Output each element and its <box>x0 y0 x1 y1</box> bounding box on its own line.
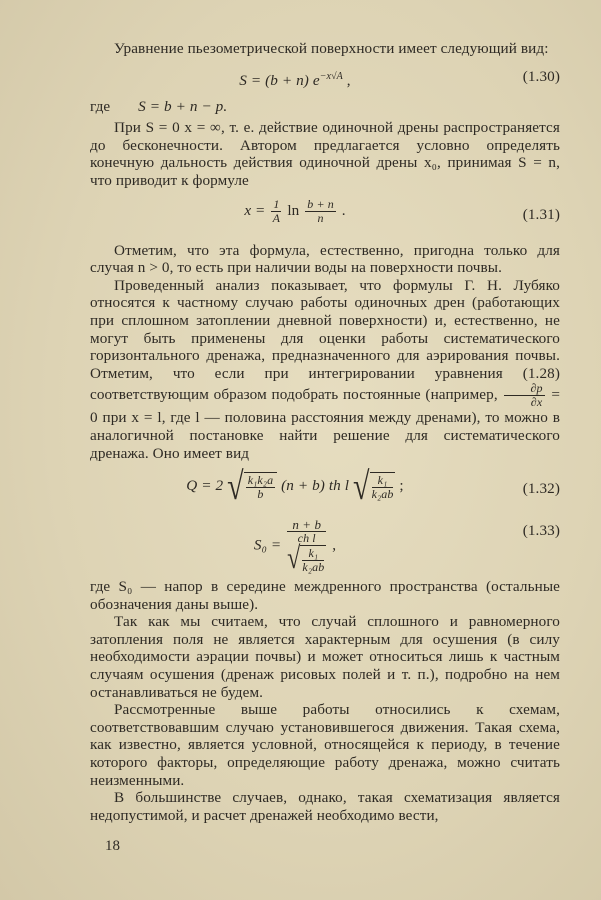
paragraph-s0-def: где S₀ — напор в середине междренного пространства (остальные обозначения даны выше). <box>90 578 560 613</box>
equation-1-30 <box>90 64 560 94</box>
eq133-r-den: k₂ab <box>302 560 325 575</box>
equation-1-33 <box>90 516 560 576</box>
eq131-number: (1.31) <box>522 205 560 223</box>
page-number: 18 <box>105 838 120 854</box>
eq132-root-2 <box>352 464 395 508</box>
derivative-fraction <box>504 382 544 409</box>
eq133-root <box>287 542 326 576</box>
eq132-r2-num: k₁ <box>372 474 394 488</box>
analysis-text-b: = 0 при x = l, где l — половина расстояния между дренами), то можно в аналогичной постановке найти решение для систематического дренажа. Оно имеет вид <box>90 386 560 462</box>
eq132-r2-den: k₂ab <box>371 487 394 502</box>
eq131-f2-num: b + n <box>307 196 334 211</box>
sqrt-sign: √ <box>227 464 244 508</box>
eq133-lhs: S₀ = <box>253 536 282 554</box>
eq133-r-num: k₁ <box>302 547 324 561</box>
eq132-mid: (n + b) th l <box>281 477 350 495</box>
paragraph-steady-flow: Рассмотренные выше работы относились к схемам, соответствовавшим случаю установившегося движения. Такая схема, как известно, является условной, относящейся к периоду, в течение которого факторы, определяющие работу дренажа, можно считать неизменными. <box>90 701 560 789</box>
eq132-end: ; <box>399 477 404 495</box>
eq133-numerator: n + b <box>287 518 326 532</box>
eq132-lhs: Q = 2 <box>186 477 224 495</box>
eq130-exponent: −x√A <box>319 70 343 82</box>
eq133-end: , <box>332 536 337 554</box>
where-line <box>90 98 560 116</box>
where-expr: S = b + n − p. <box>138 97 228 115</box>
eq131-ln: ln <box>287 201 300 219</box>
paragraph-note: Отметим, что эта формула, естественно, пригодна только для случая n > 0, то есть при наличии воды на поверхности почвы. <box>90 241 560 277</box>
eq130-lhs: S = (b + n) e <box>239 71 320 89</box>
eq132-r1-num: k₁k₂a <box>247 473 274 488</box>
eq131-fraction-2 <box>305 198 336 225</box>
eq130-end: , <box>346 71 351 89</box>
derivative-num: ∂p <box>504 382 544 396</box>
paragraph-intro: Уравнение пьезометрической поверхности имеет следующий вид: <box>114 40 549 57</box>
analysis-text-a: Проведенный анализ показывает, что формулы Г. Н. Лубяко относятся к частному случаю работы одиночных дрен (работающих при сплошном затоплении дневной поверхности) и, естественно, не могут быть применены для оценки работы систематического горизонтального дренажа, предназначенного для аэрирования почвы. Отметим, что если при интегрировании уравнения (1.28) соответствующим образом подобрать постоянные (например, <box>90 276 560 404</box>
eq132-root-1 <box>227 464 277 508</box>
eq133-fraction <box>287 518 326 574</box>
eq131-end: . <box>341 201 346 219</box>
paragraph-continued: В большинстве случаев, однако, такая схематизация является недопустимой, и расчет дренажей необходимо вести, <box>90 789 560 824</box>
derivative-den: ∂x <box>530 395 543 410</box>
paragraph-flooding: Так как мы считаем, что случай сплошного и равномерного затопления поля не является характерным для осушения (в силу необходимости аэрации почвы) и может относиться лишь к частным случаям осушения (дренаж рисовых полей и т. п.), подробно на нем останавливаться не будем. <box>90 613 560 701</box>
sqrt-sign: √ <box>287 542 301 576</box>
eq133-number: (1.33) <box>522 522 560 540</box>
where-label: где <box>90 97 111 115</box>
eq131-f2-den: n <box>317 210 324 225</box>
eq133-den-pre: ch l <box>297 531 316 546</box>
eq131-lhs: x = <box>244 201 266 219</box>
eq131-fraction-1 <box>271 198 281 225</box>
eq131-f1-num: 1 <box>273 196 280 211</box>
paragraph-single-drain: При S = 0 x = ∞, т. е. действие одиночной дрены распространяется до бесконечности. Автором предлагается условно определять конечную дальность действия одиночной дрены x₀, принимая S = n, что приводит к формуле <box>90 119 560 189</box>
page-text <box>90 40 560 824</box>
eq132-number: (1.32) <box>522 480 560 498</box>
paragraph-analysis <box>90 277 560 462</box>
sqrt-sign: √ <box>352 464 370 508</box>
eq130-number: (1.30) <box>522 67 560 85</box>
equation-1-31 <box>90 196 560 234</box>
eq132-r1-den: b <box>257 487 264 502</box>
eq131-f1-den: A <box>272 210 281 225</box>
equation-1-32 <box>90 464 560 510</box>
